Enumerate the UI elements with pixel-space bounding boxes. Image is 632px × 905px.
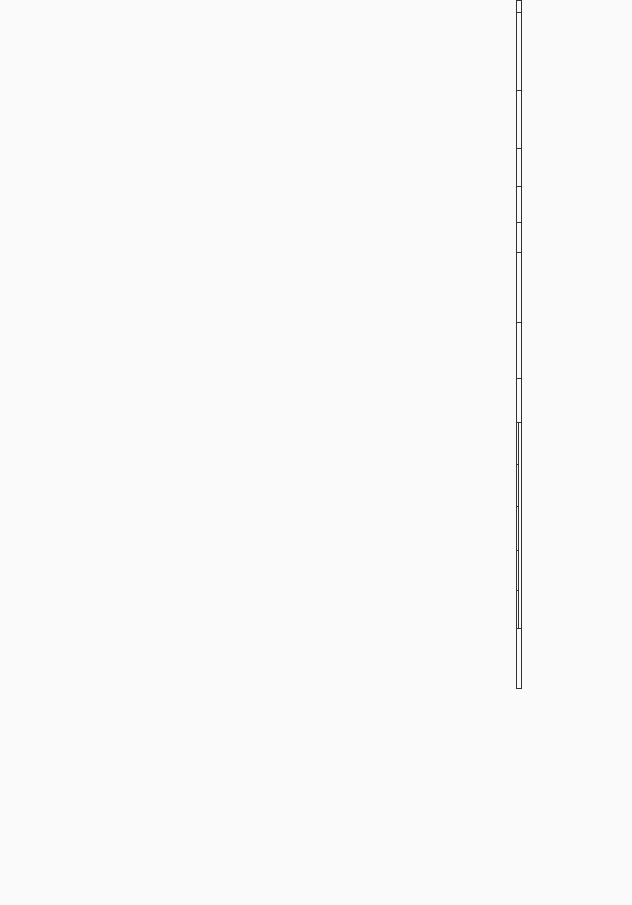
col-header: [516, 465, 519, 507]
col-header: [516, 223, 521, 253]
col-header: [516, 423, 519, 465]
col-header: [516, 551, 519, 591]
col-header: [516, 149, 521, 187]
col-header: [516, 379, 521, 423]
col-header: [516, 323, 521, 379]
header-row: [519, 1, 522, 689]
col-header: [516, 253, 521, 323]
col-header: [516, 629, 521, 689]
col-header: [516, 13, 521, 91]
col-header: [516, 91, 521, 149]
financing-table: [516, 0, 522, 689]
col-header-financing: [519, 423, 522, 629]
col-header: [516, 591, 519, 629]
col-header: [516, 187, 521, 223]
col-header: [516, 1, 521, 13]
col-header: [516, 507, 519, 551]
